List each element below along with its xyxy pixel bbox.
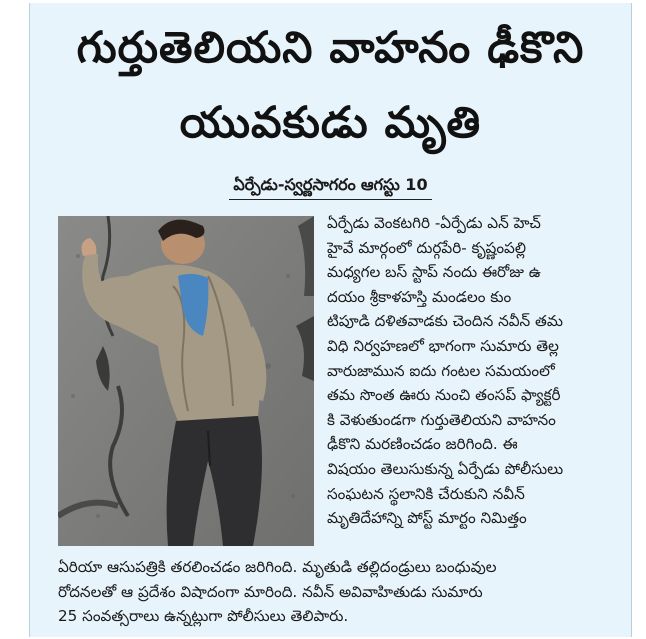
article-line: మృతిదేహాన్ని పోస్ట్ మార్టం నిమిత్తం	[327, 509, 527, 528]
article-line: రోదనలతో ఆ ప్రదేశం విషాదంగా మారింది. నవీన్ అవివాహితుడు సుమారు	[58, 582, 483, 601]
dateline-date: ఆగస్టు 10	[360, 175, 428, 194]
article-column-text	[327, 211, 629, 531]
article-line: హైవే మార్గంలో దుర్గపేరి- కృష్ణంపల్లి	[327, 238, 526, 257]
article-line: సంఘటన స్థలానికి చేరుకుని నవీన్	[327, 484, 525, 503]
article-line: విధి నిర్వహణలో భాగంగా సుమారు తెల్ల	[327, 336, 559, 355]
news-photo	[58, 216, 314, 546]
article-full-width-text	[58, 555, 630, 629]
article-line: 25 సంవత్సరాలు ఉన్నట్లుగా పోలీసులు తెలిపారు.	[58, 607, 349, 626]
article-line: ఏరియా ఆసుపత్రికి తరలించడం జరిగింది. మృతుడి తల్లిదండ్రులు బంధువుల	[58, 558, 497, 576]
headline-line-2: యువకుడు మృతి	[179, 98, 482, 148]
newspaper-page	[29, 3, 632, 637]
article-line: ఏర్పేడు వెంకటగిరి -ఏర్పేడు ఎన్ హెచ్	[327, 214, 541, 232]
accident-victim-photo	[58, 216, 314, 546]
article-line: వారుజామున ఐదు గంటల సమయంలో	[327, 361, 555, 380]
article-line: ఢీకొని మరణించడం జరిగింది. ఈ	[327, 435, 518, 454]
article-line: విషయం తెలుసుకున్న ఏర్పేడు పోలీసులు	[327, 459, 564, 478]
article-line: కి వెళుతుండగా గుర్తుతెలియని వాహనం	[327, 410, 556, 429]
dateline	[30, 175, 631, 200]
article-line: మధ్యగల బస్ స్టాప్ నందు ఈరోజు ఉ	[327, 263, 541, 282]
headline-line-1: గుర్తుతెలియని వాహనం ఢీకొని	[76, 23, 585, 73]
article-line: దయం శ్రీకాళహస్తి మండలం కుం	[327, 287, 512, 306]
dateline-place: ఏర్పేడు-స్వర్ణసాగరం	[233, 175, 356, 194]
article-line: టిపూడి దళితవాడకు చెందిన నవీన్ తమ	[327, 312, 563, 331]
article-line: తమ సొంత ఊరు నుంచి తంసప్ ఫ్యాక్టరీ	[327, 386, 561, 405]
